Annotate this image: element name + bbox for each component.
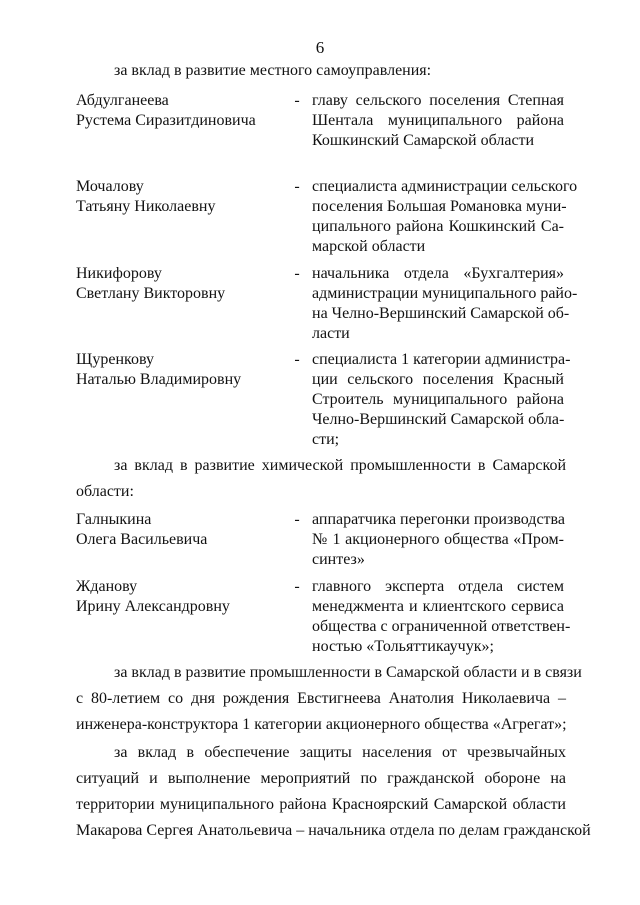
position-line: Кошкинский Самарской области: [312, 132, 535, 149]
position-line: ласти: [312, 325, 350, 342]
dash-separator: -: [294, 578, 300, 595]
recipient-position: [312, 91, 564, 151]
dash-separator: -: [294, 511, 300, 528]
position-line: № 1 акционерного общества «Пром-: [312, 531, 564, 548]
position-line: поселения Большая Романовка муни-: [312, 198, 567, 215]
page-number: 6: [315, 38, 325, 57]
recipient-position: [312, 177, 578, 257]
name-line: Мочалову: [76, 178, 144, 195]
position-line: администрации муниципального райо-: [312, 285, 578, 302]
paragraph-line: области:: [76, 483, 134, 500]
paragraph-line: с 80-летием со дня рождения Евстигнеева Анатолия Николаевича –: [76, 690, 566, 707]
recipient-position: [312, 264, 578, 344]
paragraph-line: территории муниципального района Красноярский Самарской области: [76, 796, 566, 813]
recipient-name: [76, 177, 286, 217]
paragraph-line: Макарова Сергея Анатольевича – начальника отдела по делам гражданской: [76, 822, 591, 839]
recipient-position: [312, 577, 571, 657]
position-line: специалиста администрации сельского: [312, 178, 578, 195]
position-line: синтез»: [312, 551, 365, 568]
name-line: Абдулганеева: [76, 92, 169, 109]
section-heading-chemical-industry: [76, 453, 566, 505]
position-line: специалиста 1 категории администра-: [312, 351, 571, 368]
name-line: Наталью Владимировну: [76, 371, 242, 388]
name-line: Рустема Сиразитдиновича: [76, 112, 256, 129]
position-line: Шентала муниципального района: [312, 112, 564, 129]
paragraph-line: инженера-конструктора 1 категории акционерного общества «Агрегат»;: [76, 716, 567, 733]
recipient-name: [76, 350, 286, 390]
section-heading-local-government: за вклад в развитие местного самоуправления:: [114, 62, 432, 79]
recipient-name: [76, 577, 286, 617]
paragraph-line: за вклад в развитие промышленности в Самарской области и в связи: [114, 664, 582, 681]
position-line: главу сельского поселения Степная: [312, 92, 564, 109]
position-line: Строитель муниципального района: [312, 391, 564, 408]
position-line: начальника отдела «Бухгалтерия»: [312, 265, 564, 282]
recipient-name: [76, 91, 286, 131]
name-line: Светлану Викторовну: [76, 285, 226, 302]
name-line: Щуренкову: [76, 351, 154, 368]
position-line: Челно-Вершинский Самарской обла-: [312, 411, 565, 428]
name-line: Олега Васильевича: [76, 531, 208, 548]
dash-separator: -: [294, 92, 300, 109]
paragraph-civil-defense: [76, 740, 591, 844]
position-line: ностью «Тольяттикаучук»;: [312, 638, 494, 655]
name-line: Ирину Александровну: [76, 598, 230, 615]
paragraph-line: ситуаций и выполнение мероприятий по гражданской обороне на: [76, 770, 566, 787]
recipient-name: [76, 510, 286, 550]
position-line: ции сельского поселения Красный: [312, 371, 564, 388]
position-line: аппаратчика перегонки производства: [312, 511, 565, 528]
paragraph-line: за вклад в обеспечение защиты населения от чрезвычайных: [114, 744, 566, 761]
position-line: главного эксперта отдела систем: [312, 578, 564, 595]
position-line: менеджмента и клиентского сервиса: [312, 598, 564, 615]
position-line: на Челно-Вершинский Самарской об-: [312, 305, 570, 322]
position-line: ципального района Кошкинский Са-: [312, 218, 564, 235]
dash-separator: -: [294, 351, 300, 368]
name-line: Жданову: [76, 578, 138, 595]
recipient-name: [76, 264, 286, 304]
recipient-position: [312, 510, 564, 570]
position-line: марской области: [312, 238, 426, 255]
dash-separator: -: [294, 178, 300, 195]
dash-separator: -: [294, 265, 300, 282]
paragraph-industry: [76, 660, 582, 738]
name-line: Галныкина: [76, 511, 152, 528]
position-line: общества с ограниченной ответствен-: [312, 618, 571, 635]
recipient-position: [312, 350, 571, 450]
paragraph-line: за вклад в развитие химической промышленности в Самарской: [114, 457, 566, 474]
name-line: Никифорову: [76, 265, 162, 282]
position-line: сти;: [312, 431, 340, 448]
name-line: Татьяну Николаевну: [76, 198, 216, 215]
